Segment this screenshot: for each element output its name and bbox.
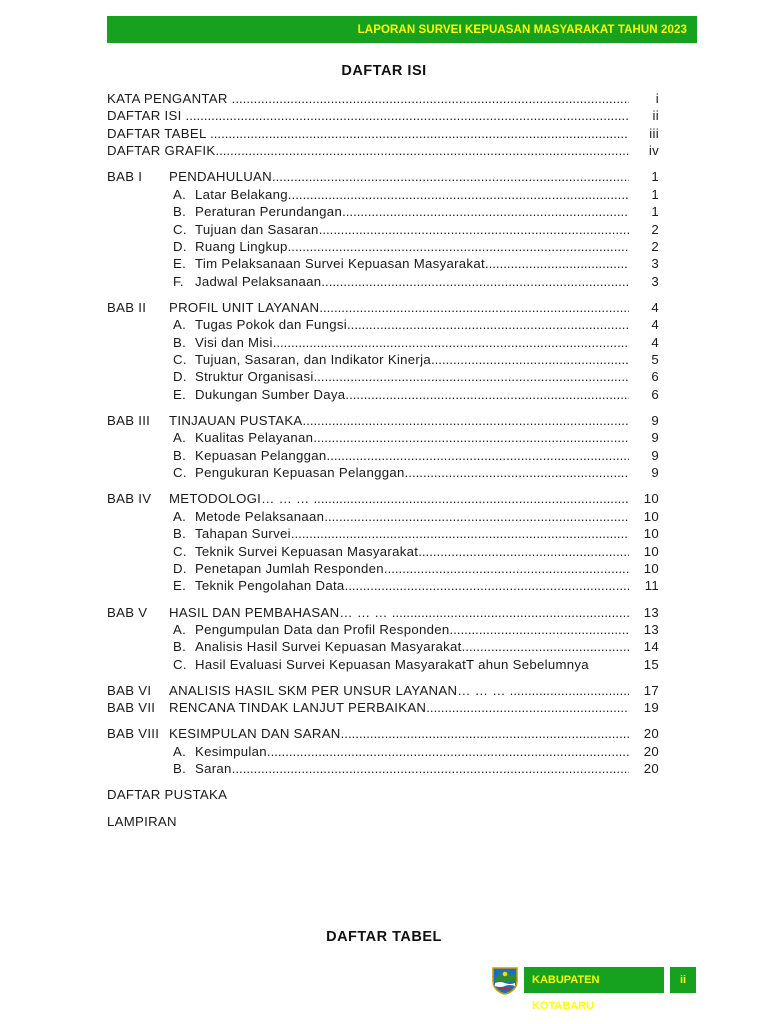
toc-entry-label-wrap — [107, 656, 629, 673]
toc-entry — [107, 334, 659, 351]
toc-entry-label-wrap — [107, 238, 629, 255]
toc-entry — [107, 638, 659, 655]
toc-page-number: 9 — [629, 429, 659, 446]
toc-entry — [107, 447, 659, 464]
next-section-title: DAFTAR TABEL — [326, 929, 442, 945]
toc-page-number: 13 — [629, 604, 659, 621]
toc-entry-label: Tim Pelaksanaan Survei Kepuasan Masyarakat — [195, 256, 485, 272]
toc-entry-label-wrap — [107, 508, 629, 525]
toc-entry-label-wrap — [107, 490, 629, 507]
toc-sub-letter: B. — [173, 447, 187, 463]
toc-page-number: 6 — [629, 386, 659, 403]
toc-page-number: 15 — [629, 656, 659, 673]
toc-entry-label: Tujuan dan Sasaran — [195, 221, 319, 237]
toc-sub-letter: D. — [173, 238, 187, 254]
toc-entry-label: Visi dan Misi — [195, 334, 273, 350]
toc-gap — [107, 804, 659, 813]
toc-entry-label: PROFIL UNIT LAYANAN — [169, 299, 320, 315]
toc-entry-label: DAFTAR PUSTAKA — [107, 787, 228, 803]
toc-entry — [107, 221, 659, 238]
toc-entry-label: Jadwal Pelaksanaan — [195, 273, 322, 289]
toc-entry-label: Saran — [195, 761, 232, 777]
toc-entry-label: Tujuan, Sasaran, dan Indikator Kinerja — [195, 352, 431, 368]
toc-entry — [107, 125, 659, 142]
toc-page-number: 3 — [629, 273, 659, 290]
toc-page-number: iv — [629, 142, 659, 159]
toc-entry-label-wrap — [107, 334, 629, 351]
toc-entry-label-wrap — [107, 604, 629, 621]
toc-gap — [107, 595, 659, 604]
toc-sub-letter: E. — [173, 578, 187, 594]
toc-page-number: 6 — [629, 368, 659, 385]
toc-entry-label: Tugas Pokok dan Fungsi — [195, 317, 347, 333]
toc-entry-label-wrap — [107, 316, 629, 333]
toc-chapter-code: BAB V — [107, 604, 148, 620]
toc-chapter-code: BAB VI — [107, 682, 152, 698]
toc-entry — [107, 621, 659, 638]
toc-entry-label: Latar Belakang — [195, 186, 288, 202]
toc-entry — [107, 316, 659, 333]
toc-gap — [107, 673, 659, 682]
toc-sub-letter: A. — [173, 621, 187, 637]
footer — [491, 965, 697, 1012]
toc-entry — [107, 273, 659, 290]
toc-entry-label: Teknik Survei Kepuasan Masyarakat — [195, 543, 419, 559]
toc-entry — [107, 464, 659, 481]
toc-entry-label: Pengukuran Kepuasan Pelanggan — [195, 465, 405, 481]
toc-entry — [107, 813, 659, 830]
toc-entry — [107, 577, 659, 594]
toc-entry-label: ANALISIS HASIL SKM PER UNSUR LAYANAN… … … — [169, 682, 510, 698]
toc-sub-letter: C. — [173, 543, 187, 559]
toc-entry — [107, 760, 659, 777]
toc-entry-label: RENCANA TINDAK LANJUT PERBAIKAN — [169, 700, 427, 716]
toc-entry — [107, 699, 659, 716]
toc-entry-label: LAMPIRAN — [107, 813, 177, 829]
toc-page-number: 20 — [629, 725, 659, 742]
toc-page-number: 10 — [629, 525, 659, 542]
toc-page-number: 4 — [629, 334, 659, 351]
toc-entry-label-wrap — [107, 786, 629, 803]
footer-page-number: ii — [670, 967, 696, 993]
toc-chapter-code: BAB II — [107, 299, 147, 315]
toc-entry-label-wrap — [107, 273, 629, 290]
toc-entry-label-wrap — [107, 699, 629, 716]
toc-page-number: 11 — [629, 577, 659, 594]
toc-page-number: 9 — [629, 412, 659, 429]
toc-entry — [107, 238, 659, 255]
toc-entry — [107, 560, 659, 577]
toc-entry-label-wrap — [107, 186, 629, 203]
toc-chapter-code: BAB III — [107, 413, 151, 429]
toc-entry-label: Peraturan Perundangan — [195, 204, 343, 220]
toc-chapter-code: BAB I — [107, 169, 143, 185]
toc-entry-label: HASIL DAN PEMBAHASAN… … … — [169, 604, 392, 620]
toc-sub-letter: D. — [173, 560, 187, 576]
toc-entry-label-wrap — [107, 90, 629, 107]
toc-sub-letter: A. — [173, 743, 187, 759]
toc-entry-label: Tahapan Survei — [195, 526, 291, 542]
toc-page-number: 14 — [629, 638, 659, 655]
toc-sub-letter: D. — [173, 369, 187, 385]
toc-gap — [107, 482, 659, 491]
toc-entry-label-wrap — [107, 525, 629, 542]
toc-entry-label: DAFTAR ISI — [107, 108, 186, 124]
toc-page-number: 9 — [629, 447, 659, 464]
toc-entry-label-wrap — [107, 813, 629, 830]
toc-sub-letter: A. — [173, 186, 187, 202]
toc-entry — [107, 168, 659, 185]
toc-entry-label: TINJAUAN PUSTAKA — [169, 413, 303, 429]
toc-entry-label: KATA PENGANTAR — [107, 91, 232, 106]
toc-entry-label: DAFTAR TABEL — [107, 125, 211, 141]
toc-sub-letter: C. — [173, 352, 187, 368]
header-title: LAPORAN SURVEI KEPUASAN MASYARAKAT TAHUN 2023 — [357, 23, 687, 36]
toc-entry-label: Pengumpulan Data dan Profil Responden — [195, 621, 450, 637]
toc-entry-label: Metode Pelaksanaan — [195, 508, 325, 524]
toc-page-number: 3 — [629, 255, 659, 272]
toc-entry-label-wrap — [107, 168, 629, 185]
toc-entry — [107, 107, 659, 124]
toc-page-number: 1 — [629, 168, 659, 185]
toc-sub-letter: A. — [173, 508, 187, 524]
toc-entry-label: Struktur Organisasi — [195, 369, 314, 385]
toc-entry — [107, 186, 659, 203]
toc-entry-label-wrap — [107, 464, 629, 481]
toc-entry — [107, 682, 659, 699]
toc-entry-label-wrap — [107, 725, 629, 742]
toc-sub-letter: E. — [173, 256, 187, 272]
toc-page-number: 10 — [629, 560, 659, 577]
toc-sub-letter: C. — [173, 221, 187, 237]
toc-sub-letter: B. — [173, 639, 187, 655]
toc-entry-label-wrap — [107, 386, 629, 403]
toc-chapter-code: BAB VII — [107, 700, 156, 716]
toc-entry — [107, 299, 659, 316]
toc-page-number: 5 — [629, 351, 659, 368]
toc-entry-label-wrap — [107, 638, 629, 655]
toc-page-number: 10 — [629, 508, 659, 525]
toc-entry — [107, 508, 659, 525]
toc-entry-label-wrap — [107, 142, 629, 159]
toc-entry — [107, 725, 659, 742]
toc-page-number: 13 — [629, 621, 659, 638]
toc-entry-label-wrap — [107, 351, 629, 368]
toc-sub-letter: F. — [173, 273, 184, 289]
toc-entry-label: Hasil Evaluasi Survei Kepuasan MasyarakatT ahun Sebelumnya — [195, 656, 589, 672]
toc-entry — [107, 142, 659, 159]
toc-entry-label-wrap — [107, 255, 629, 272]
toc-entry — [107, 429, 659, 446]
toc-entry-label: Dukungan Sumber Daya — [195, 386, 346, 402]
toc-sub-letter: C. — [173, 656, 187, 672]
toc-page-number: iii — [629, 125, 659, 142]
toc-page-number: 2 — [629, 221, 659, 238]
toc-entry — [107, 368, 659, 385]
toc-entry-label-wrap — [107, 203, 629, 220]
toc-entry-label-wrap — [107, 760, 629, 777]
toc-page-number: 4 — [629, 299, 659, 316]
toc-entry-label-wrap — [107, 125, 629, 142]
toc-entry — [107, 255, 659, 272]
toc-entry-label: KESIMPULAN DAN SARAN — [169, 726, 341, 742]
toc-page-number: 9 — [629, 464, 659, 481]
toc-entry-label: Kesimpulan — [195, 743, 267, 759]
toc-entry-label-wrap — [107, 368, 629, 385]
toc-sub-letter: B. — [173, 526, 187, 542]
toc-sub-letter: B. — [173, 761, 187, 777]
toc-sub-letter: B. — [173, 334, 187, 350]
toc-entry-label: DAFTAR GRAFIK — [107, 143, 216, 159]
toc-page-number: 2 — [629, 238, 659, 255]
toc-page-number: 10 — [629, 490, 659, 507]
toc-entry — [107, 386, 659, 403]
toc-entry-label-wrap — [107, 429, 629, 446]
toc-gap — [107, 403, 659, 412]
toc-entry — [107, 351, 659, 368]
toc-entry-label-wrap — [107, 412, 629, 429]
toc-page-number: 20 — [629, 760, 659, 777]
toc-entry-label-wrap — [107, 107, 629, 124]
toc-entry-label: Kepuasan Pelanggan — [195, 447, 327, 463]
toc-page-number: 20 — [629, 743, 659, 760]
toc-gap — [107, 160, 659, 169]
toc-entry-label-wrap — [107, 299, 629, 316]
toc-page-number: 17 — [629, 682, 659, 699]
toc-title: DAFTAR ISI — [341, 63, 427, 79]
toc-sub-letter: C. — [173, 465, 187, 481]
toc-entry-label: Kualitas Pelayanan — [195, 430, 314, 446]
toc-entry-label-wrap — [107, 682, 629, 699]
toc-entry-label: Teknik Pengolahan Data — [195, 578, 345, 594]
toc-entry-label-wrap — [107, 221, 629, 238]
toc-chapter-code: BAB VIII — [107, 726, 160, 742]
toc-entry-label: PENDAHULUAN — [169, 169, 272, 185]
toc-entry — [107, 604, 659, 621]
toc-entry — [107, 543, 659, 560]
toc-entry-label-wrap — [107, 743, 629, 760]
toc-sub-letter: E. — [173, 386, 187, 402]
header-bar — [107, 16, 697, 43]
toc-sub-letter: B. — [173, 204, 187, 220]
toc-page-number: ii — [629, 107, 659, 124]
toc-gap — [107, 778, 659, 787]
toc-entry-label-wrap — [107, 543, 629, 560]
toc-entry-label: Ruang Lingkup — [195, 238, 288, 254]
toc-page-number: 10 — [629, 543, 659, 560]
kotabaru-emblem-icon — [491, 965, 519, 995]
toc-gap — [107, 290, 659, 299]
table-of-contents — [107, 90, 659, 830]
toc-entry-label: METODOLOGI… … … — [169, 491, 314, 507]
toc-page-number: 1 — [629, 203, 659, 220]
footer-org: KABUPATEN KOTABARU — [524, 967, 664, 993]
toc-entry-label: Penetapan Jumlah Responden — [195, 560, 384, 576]
toc-entry — [107, 656, 659, 673]
toc-chapter-code: BAB IV — [107, 491, 152, 507]
toc-entry-label-wrap — [107, 621, 629, 638]
toc-entry — [107, 490, 659, 507]
toc-page-number: 19 — [629, 699, 659, 716]
toc-entry-label-wrap — [107, 577, 629, 594]
toc-sub-letter: A. — [173, 430, 187, 446]
toc-entry — [107, 412, 659, 429]
toc-entry — [107, 786, 659, 803]
toc-entry-label: Analisis Hasil Survei Kepuasan Masyarakat — [195, 639, 462, 655]
toc-page-number: i — [629, 90, 659, 107]
toc-entry-label-wrap — [107, 447, 629, 464]
toc-page-number: 1 — [629, 186, 659, 203]
toc-page-number: 4 — [629, 316, 659, 333]
toc-gap — [107, 717, 659, 726]
toc-entry-label-wrap — [107, 560, 629, 577]
toc-entry — [107, 743, 659, 760]
toc-entry — [107, 90, 659, 107]
toc-entry — [107, 525, 659, 542]
toc-entry — [107, 203, 659, 220]
toc-sub-letter: A. — [173, 317, 187, 333]
